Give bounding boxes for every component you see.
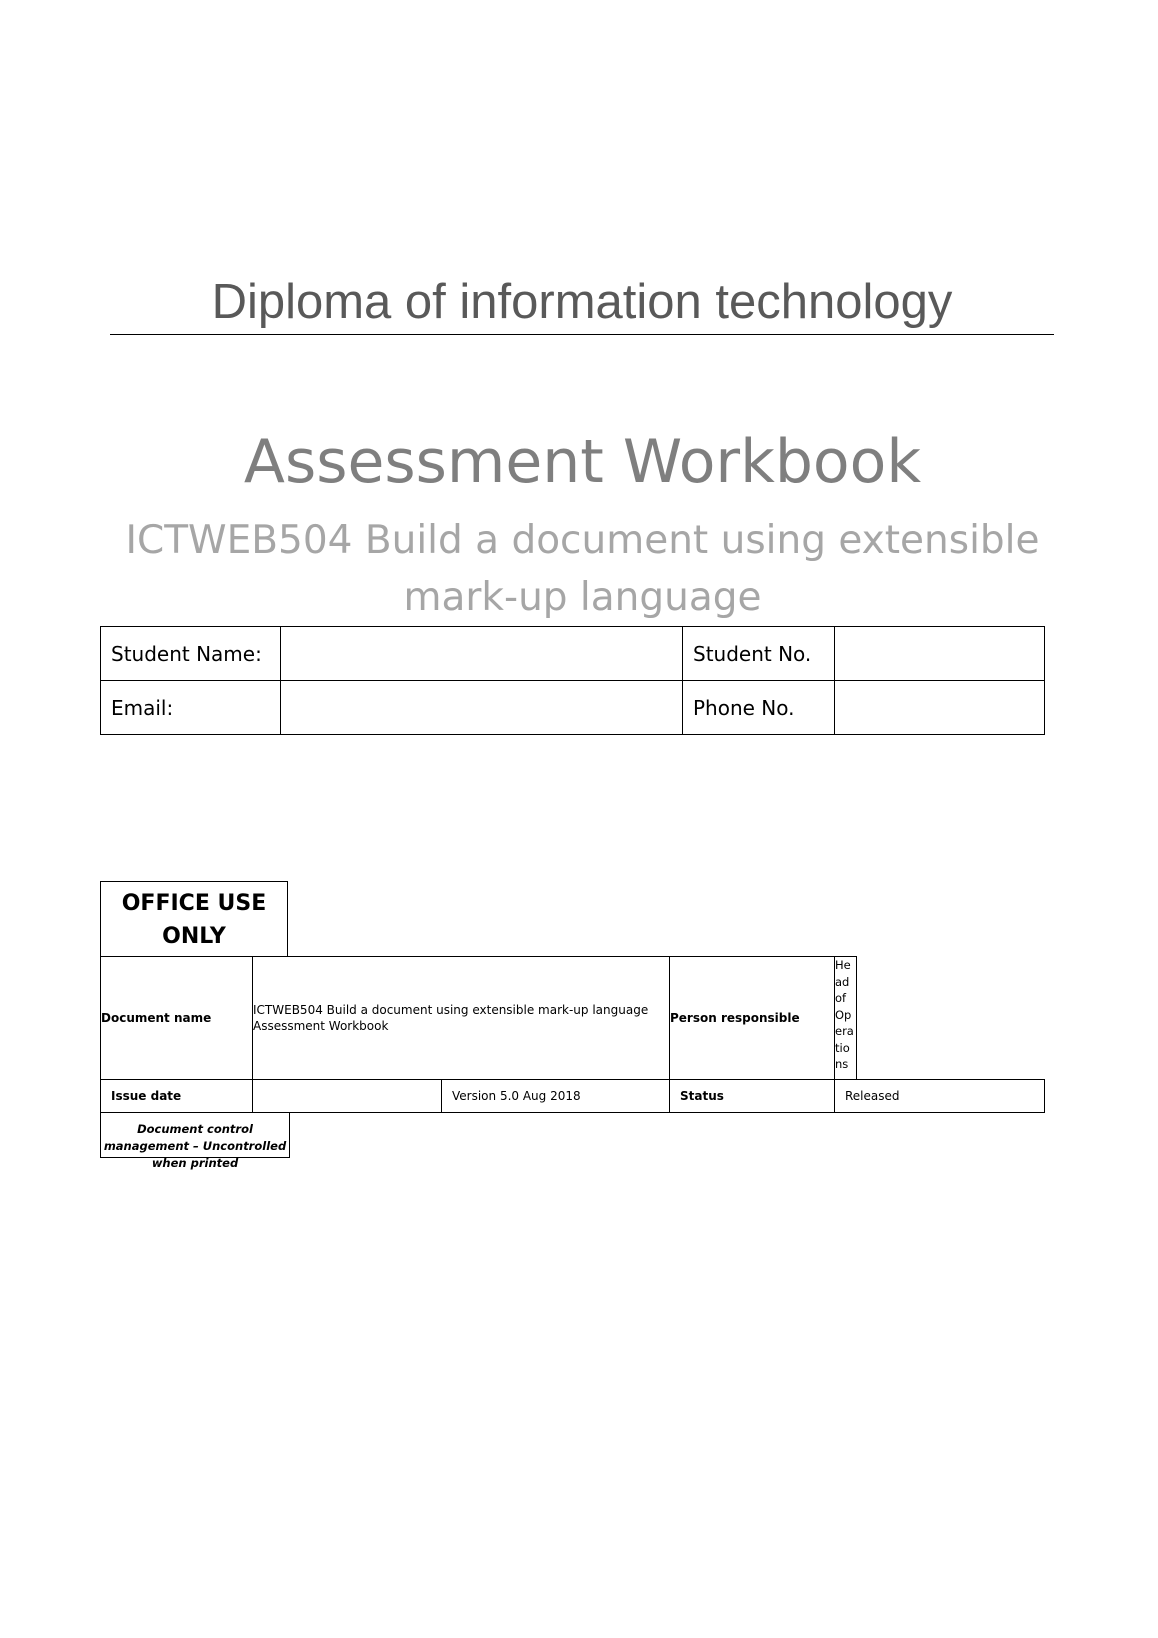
- document-name-value: [252, 956, 670, 1080]
- document-name-label: Document name: [100, 956, 253, 1080]
- document-name-line-2: Assessment Workbook: [253, 1019, 389, 1033]
- title-divider: [110, 334, 1054, 335]
- student-name-field[interactable]: [281, 627, 683, 681]
- person-responsible-label: Person responsible: [669, 956, 835, 1080]
- student-no-label: Student No.: [683, 627, 835, 681]
- phone-field[interactable]: [835, 681, 1045, 735]
- unit-subtitle: ICTWEB504 Build a document using extensible mark-up language: [125, 518, 1040, 620]
- person-responsible-value: Head of Operations: [834, 956, 857, 1080]
- student-no-field[interactable]: [835, 627, 1045, 681]
- issue-date-label: Issue date: [100, 1079, 253, 1113]
- phone-label: Phone No.: [683, 681, 835, 735]
- status-label: Status: [669, 1079, 835, 1113]
- student-details-table: [100, 626, 1045, 735]
- email-label: Email:: [101, 681, 281, 735]
- version-value: Version 5.0 Aug 2018: [441, 1079, 670, 1113]
- program-title: Diploma of information technology: [211, 275, 953, 329]
- document-name-line-1: ICTWEB504 Build a document using extensible mark-up language: [253, 1003, 649, 1017]
- workbook-title: Assessment Workbook: [243, 427, 922, 497]
- office-use-heading: OFFICE USE ONLY: [100, 881, 288, 957]
- email-field[interactable]: [281, 681, 683, 735]
- issue-date-field[interactable]: [252, 1079, 442, 1113]
- status-value: Released: [834, 1079, 1045, 1113]
- student-name-label: Student Name:: [101, 627, 281, 681]
- document-control-note: Document control management – Uncontrolled when printed: [103, 1122, 287, 1170]
